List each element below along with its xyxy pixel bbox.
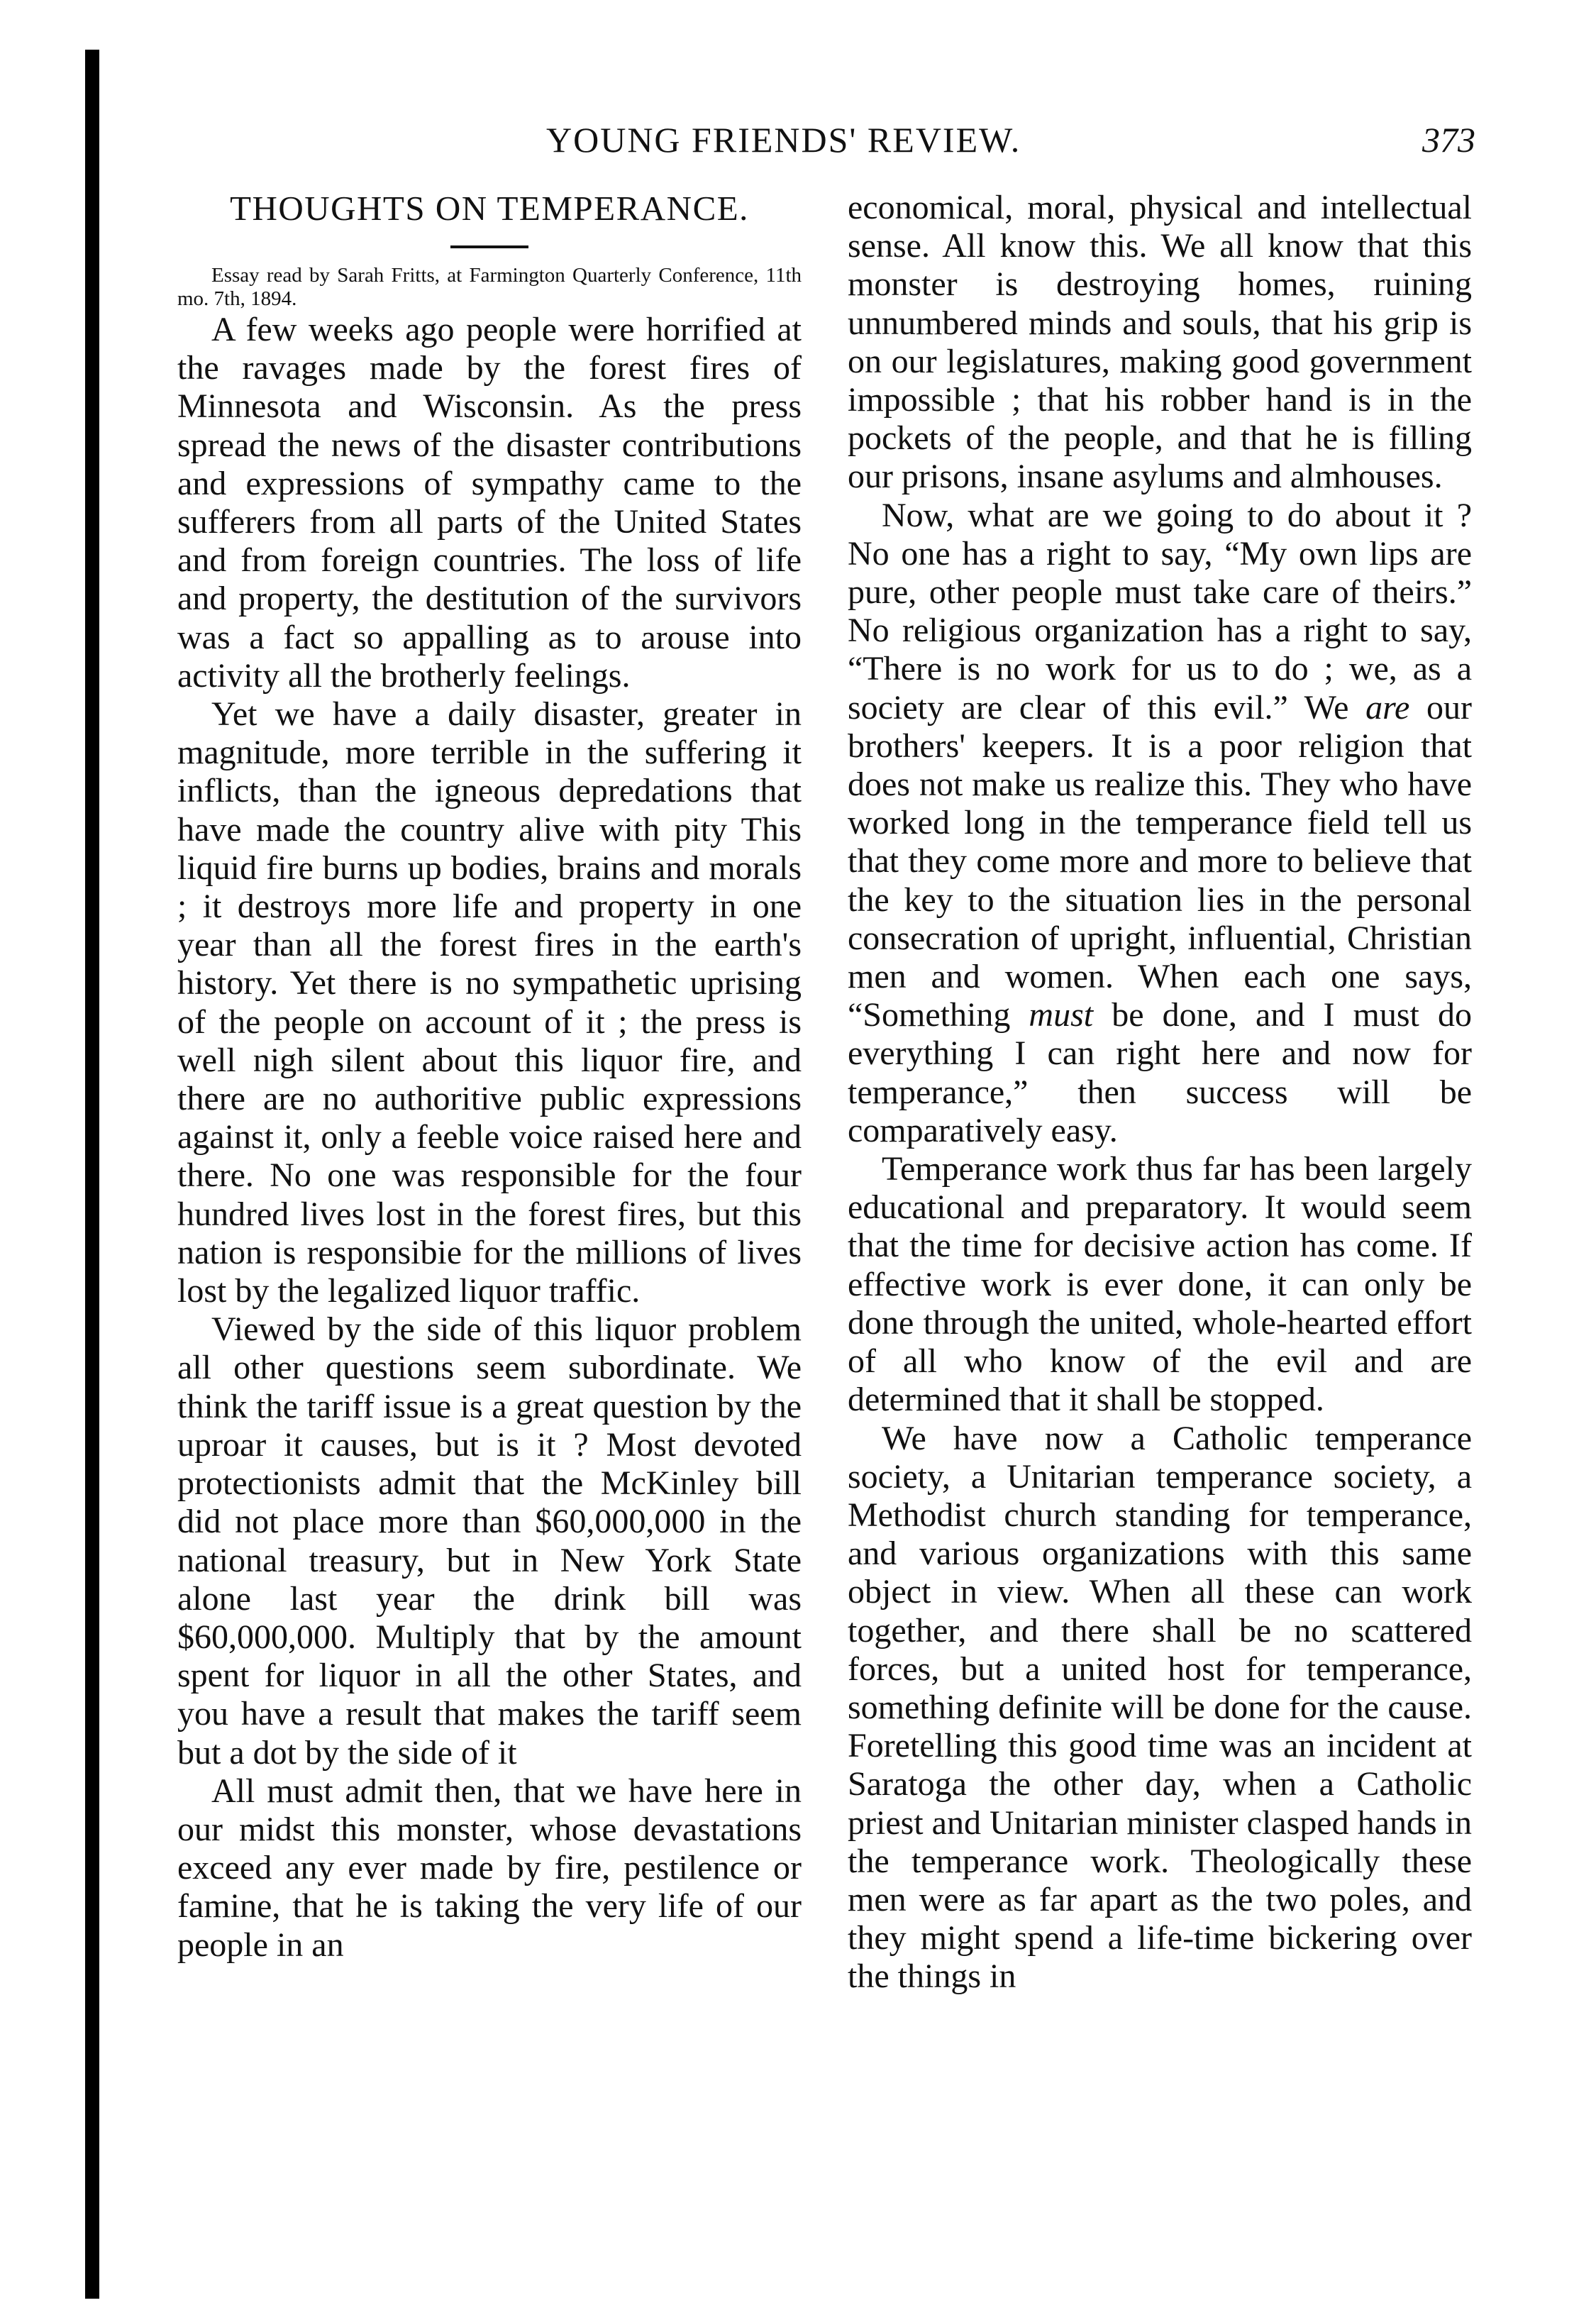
page-number: 373 [1422,120,1475,160]
paragraph: Yet we have a daily disaster, greater in magnitude, more terrible in the suffering it inflicts, than the igneous depredations that have made the country alive with pity This liquid fire burns up bodies, brains and morals ; it destroys more life and property in one year than all the forest fires in the earth's history. Yet there is no sympathetic uprising of the people on account of it ; the press is well nigh silent about this liquor fire, and there are no authoritive public expressions against it, only a feeble voice raised here and there. No one was responsible for the four hundred lives lost in the forest fires, but this nation is responsibie for the millions of lives lost by the legalized liquor traffic. [177,695,802,1310]
paragraph: Viewed by the side of this liquor problem all other questions seem subordinate. We think the tariff issue is a great question by the uproar it causes, but is it ? Most devoted protectionists admit that the McKinley bill did not place more than $60,000,000 in the national treasury, but in New York State alone last year the drink bill was $60,000,000. Multiply that by the amount spent for liquor in all the other States, and you have a result that makes the tariff seem but a dot by the side of it [177,1310,802,1772]
running-head: YOUNG FRIENDS' REVIEW. [546,120,1021,160]
binding-edge [85,50,99,2299]
paragraph-continuation: economical, moral, physical and intellectual sense. All know this. We all know that this monster is destroying homes, ruining unnumbered minds and souls, that his grip is on our legislatures, making good government impossible ; that his robber hand is in the pockets of the people, and that he is filling our prisons, insane asylums and almhouses. [848,189,1472,496]
right-column [848,189,1472,1996]
emphasis: must [1029,996,1094,1034]
paragraph: All must admit then, that we have here in our midst this monster, whose devastations exceed any ever made by fire, pestilence or famine, that he is taking the very life of our people in an [177,1772,802,1964]
paragraph: A few weeks ago people were horrified at the ravages made by the forest fires of Minnesota and Wisconsin. As the press spread the news of the disaster contributions and expressions of sympathy came to the sufferers from all parts of the United States and from foreign countries. The loss of life and property, the destitution of the survivors was a fact so appalling as to arouse into activity all the brotherly feelings. [177,311,802,695]
byline: Essay read by Sarah Fritts, at Farmington Quarterly Conference, 11th mo. 7th, 1894. [177,264,802,310]
text-run: Now, what are we going to do about it ? No one has a right to say, “My own lips are pure, other people must take care of theirs.” No religious organization has a right to say, “There is no work for us to do ; we, as a society are clear of this evil.” We [848,496,1472,726]
text-run: our brothers' keepers. It is a poor religion that does not make us realize this. They who have worked long in the temperance field tell us that they come more and more to believe that the key to the situation lies in the personal consecration of upright, influential, Christian men and women. When each one says, “Something [848,688,1472,1034]
paragraph: Temperance work thus far has been largely educational and preparatory. It would seem that the time for decisive action has come. If effective work is ever done, it can only be done through the united, whole-hearted effort of all who know of the evil and are determined that it shall be stopped. [848,1150,1472,1419]
text-run: be done, and I must do everything I can right here and now for temperance,” then success will be comparatively easy. [848,996,1473,1149]
paragraph [848,497,1472,1150]
emphasis: are [1365,688,1410,726]
page-header [177,119,1475,169]
paragraph: We have now a Catholic temperance society, a Unitarian temperance society, a Methodist church standing for temperance, and various organizations with this same object in view. When all these can work together, and there shall be no scattered forces, but a united host for temperance, something definite will be done for the cause. Foretelling this good time was an incident at Saratoga the other day, when a Catholic priest and Unitarian minister clasped hands in the temperance work. Theologically these men were as far apart as the two poles, and they might spend a life-time bickering over the things in [848,1419,1472,1996]
article-title: THOUGHTS ON TEMPERANCE. [230,189,749,228]
title-rule [450,245,528,248]
left-column [177,189,802,1965]
